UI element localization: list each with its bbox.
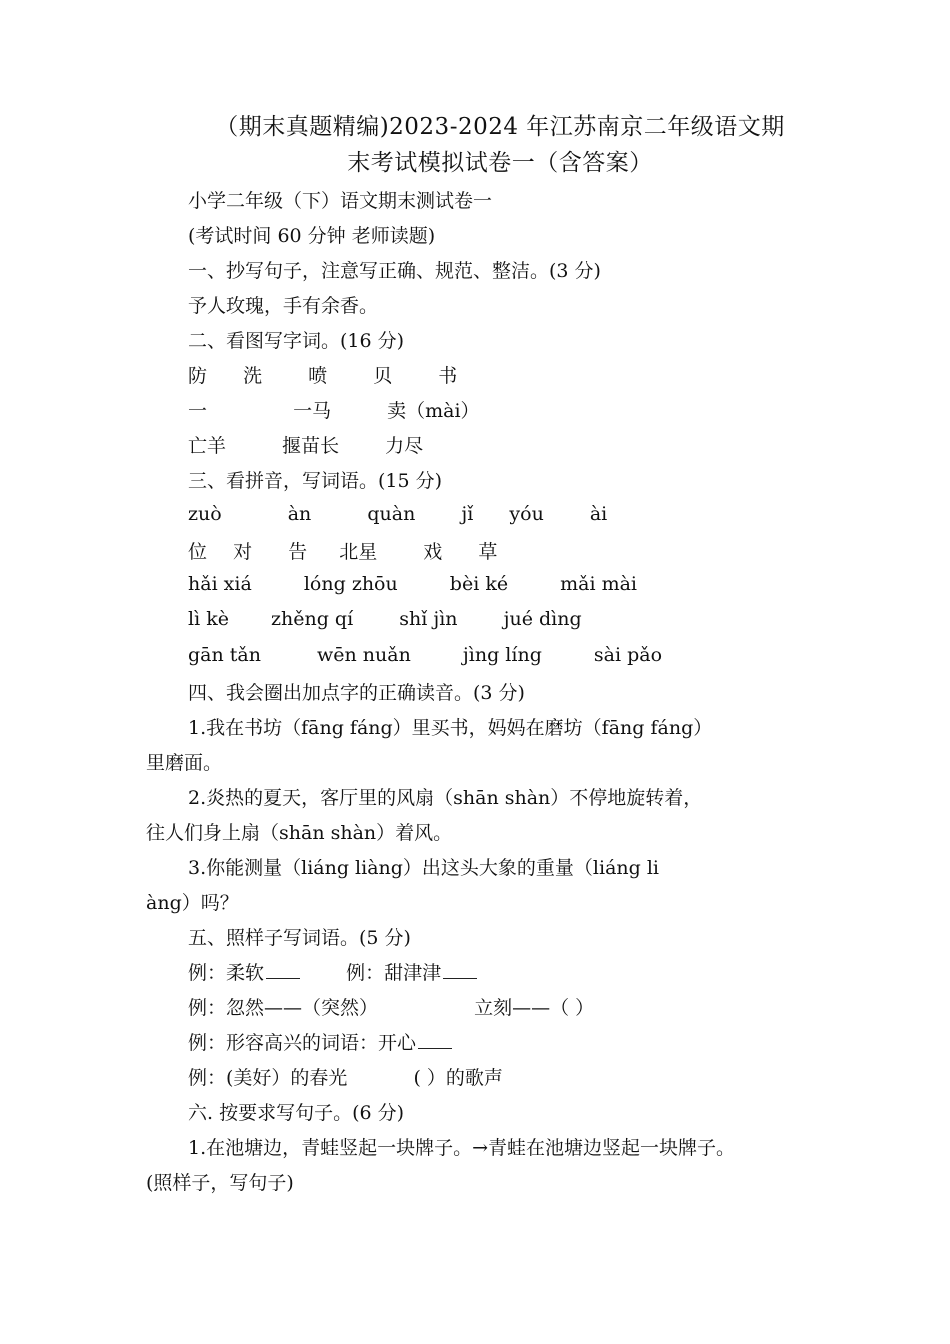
answer-blank bbox=[418, 1048, 452, 1049]
section2-heading: 二、看图写字词。(16 分) bbox=[188, 330, 405, 352]
doc-title-line2: 末考试模拟试卷一（含答案） bbox=[347, 150, 653, 176]
pinyin-item: lì kè bbox=[188, 608, 229, 630]
exam-subtitle: 小学二年级（下）语文期末测试卷一 bbox=[188, 190, 493, 212]
section1-sentence: 予人玫瑰，手有余香。 bbox=[188, 295, 379, 317]
word-item: 北星 bbox=[339, 541, 378, 563]
section5-heading: 五、照样子写词语。(5 分) bbox=[188, 927, 411, 949]
section4-q2-line1: 2.炎热的夏天，客厅里的风扇（shān shàn）不停地旋转着， bbox=[188, 787, 703, 809]
example-text: 立刻——（ ） bbox=[474, 997, 595, 1019]
pinyin-item: sài pǎo bbox=[593, 644, 663, 666]
section4-q3-line2: àng）吗？ bbox=[146, 892, 239, 914]
section4-q3-line1: 3.你能测量（liáng liàng）出这头大象的重量（liáng li bbox=[188, 857, 660, 879]
section5-example1 bbox=[188, 958, 477, 985]
char-item: 洗 bbox=[243, 365, 263, 387]
example-text: 例：形容高兴的词语：开心 bbox=[188, 1032, 417, 1054]
word-item: 一马 bbox=[293, 400, 332, 422]
pinyin-item: bèi ké bbox=[449, 573, 509, 595]
section3-row2 bbox=[188, 537, 497, 564]
section2-row2 bbox=[188, 396, 480, 423]
section6-heading: 六. 按要求写句子。(6 分) bbox=[188, 1102, 405, 1124]
pinyin-item: zuò bbox=[188, 503, 222, 525]
pinyin-item: jué dìng bbox=[503, 608, 582, 630]
pinyin-item: quàn bbox=[367, 503, 416, 525]
pinyin-item: yóu bbox=[509, 503, 544, 525]
section2-row3 bbox=[188, 431, 423, 458]
char-item: 贝 bbox=[373, 365, 393, 387]
pinyin-item: shǐ jìn bbox=[399, 608, 458, 630]
section4-q1-line1: 1.我在书坊（fāng fáng）里买书，妈妈在磨坊（fāng fáng） bbox=[188, 717, 713, 739]
section5-example4 bbox=[188, 1063, 503, 1090]
example-text: 例：柔软 bbox=[188, 962, 265, 984]
answer-blank bbox=[443, 978, 477, 979]
word-item: 亡羊 bbox=[188, 435, 227, 457]
section1-heading: 一、抄写句子，注意写正确、规范、整洁。(3 分) bbox=[188, 260, 601, 282]
pinyin-item: ài bbox=[589, 503, 608, 525]
pinyin-item: jǐ bbox=[461, 503, 474, 525]
word-item: 卖（mài） bbox=[387, 400, 480, 422]
section3-pinyin-row5 bbox=[188, 644, 662, 666]
exam-time-note: (考试时间 60 分钟 老师读题) bbox=[188, 225, 436, 247]
example-text: ( ）的歌声 bbox=[413, 1067, 503, 1089]
word-item: 揠苗长 bbox=[282, 435, 340, 457]
example-text: 例：甜津津 bbox=[346, 962, 442, 984]
section6-q1-line2: (照样子，写句子) bbox=[146, 1172, 294, 1194]
char-item: 防 bbox=[188, 365, 208, 387]
section5-example3 bbox=[188, 1028, 452, 1055]
word-item: 戏 bbox=[423, 541, 443, 563]
char-item: 书 bbox=[438, 365, 458, 387]
section3-pinyin-row1 bbox=[188, 503, 607, 525]
word-item: 草 bbox=[478, 541, 498, 563]
word-item: 力尽 bbox=[385, 435, 424, 457]
section4-heading: 四、我会圈出加点字的正确读音。(3 分) bbox=[188, 682, 525, 704]
section3-heading: 三、看拼音，写词语。(15 分) bbox=[188, 470, 443, 492]
word-item: 一 bbox=[188, 400, 208, 422]
section4-q1-line2: 里磨面。 bbox=[146, 752, 223, 774]
section2-row1 bbox=[188, 361, 457, 388]
word-item: 对 bbox=[233, 541, 253, 563]
section3-pinyin-row3 bbox=[188, 573, 637, 595]
pinyin-item: hǎi xiá bbox=[188, 573, 252, 595]
pinyin-item: mǎi mài bbox=[560, 573, 638, 595]
pinyin-item: gān tǎn bbox=[188, 644, 261, 666]
doc-title-line1: （期末真题精编)2023-2024 年江苏南京二年级语文期 bbox=[215, 114, 785, 140]
section3-pinyin-row4 bbox=[188, 608, 582, 630]
example-text: 例：忽然——（突然） bbox=[188, 997, 379, 1019]
section4-q2-line2: 往人们身上扇（shān shàn）着风。 bbox=[146, 822, 453, 844]
word-item: 告 bbox=[288, 541, 308, 563]
word-item: 位 bbox=[188, 541, 208, 563]
char-item: 喷 bbox=[308, 365, 328, 387]
answer-blank bbox=[266, 978, 300, 979]
section5-example2 bbox=[188, 993, 594, 1020]
pinyin-item: zhěng qí bbox=[271, 608, 354, 630]
pinyin-item: àn bbox=[287, 503, 312, 525]
pinyin-item: lóng zhōu bbox=[303, 573, 398, 595]
pinyin-item: wēn nuǎn bbox=[317, 644, 411, 666]
example-text: 例：(美好）的春光 bbox=[188, 1067, 348, 1089]
pinyin-item: jìng líng bbox=[462, 644, 542, 666]
section6-q1-line1: 1.在池塘边，青蛙竖起一块牌子。→青蛙在池塘边竖起一块牌子。 bbox=[188, 1137, 736, 1159]
